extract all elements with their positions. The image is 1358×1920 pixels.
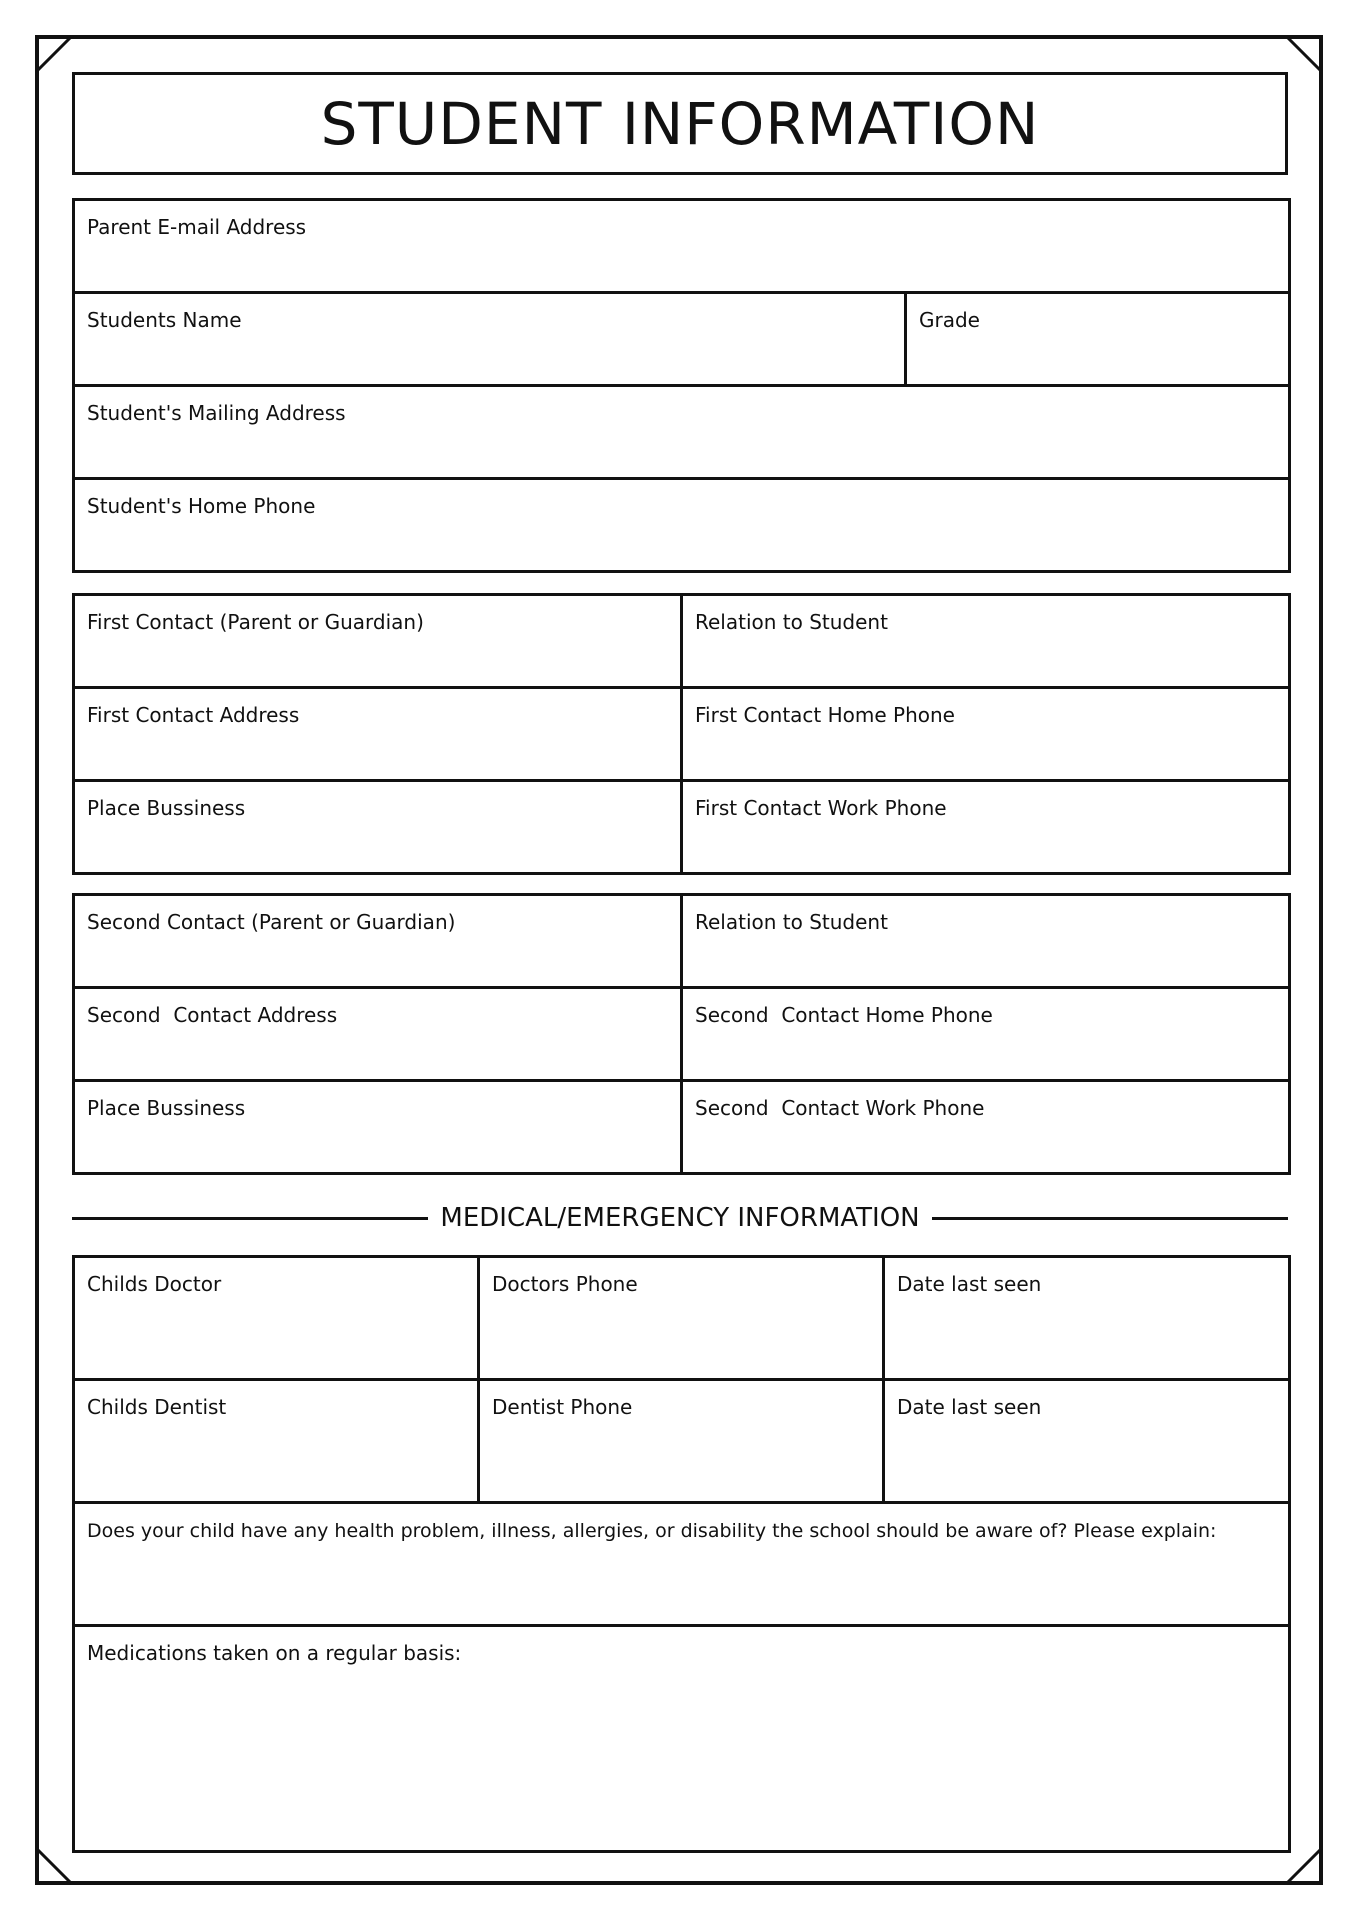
title-box xyxy=(72,72,1288,175)
second-contact-relation-label: Relation to Student xyxy=(695,910,888,934)
medications-field[interactable] xyxy=(74,1626,1290,1852)
corner-ornament-top-left xyxy=(35,35,75,75)
second-contact-home-phone-label: Second Contact Home Phone xyxy=(695,1003,993,1027)
health-problems-field[interactable] xyxy=(74,1503,1290,1626)
second-contact-work-phone-label: Second Contact Work Phone xyxy=(695,1096,985,1120)
doctors-phone-label: Doctors Phone xyxy=(492,1272,638,1296)
home-phone-field[interactable] xyxy=(74,479,1290,572)
parent-email-field[interactable] xyxy=(74,200,1290,293)
medical-heading-text: MEDICAL/EMERGENCY INFORMATION xyxy=(440,1203,920,1233)
first-contact-table xyxy=(72,593,1291,875)
first-contact-home-phone-label: First Contact Home Phone xyxy=(695,703,955,727)
mailing-address-label: Student's Mailing Address xyxy=(87,401,346,425)
second-contact-name-label: Second Contact (Parent or Guardian) xyxy=(87,910,456,934)
student-info-table xyxy=(72,198,1291,573)
doctor-date-last-seen-field[interactable] xyxy=(884,1257,1290,1380)
first-contact-name-field[interactable] xyxy=(74,595,682,688)
second-contact-business-label: Place Bussiness xyxy=(87,1096,246,1120)
dentist-date-last-seen-field[interactable] xyxy=(884,1380,1290,1503)
grade-label: Grade xyxy=(919,308,980,332)
heading-rule-right xyxy=(932,1217,1288,1220)
second-contact-address-label: Second Contact Address xyxy=(87,1003,338,1027)
student-name-label: Students Name xyxy=(87,308,242,332)
corner-ornament-bottom-left xyxy=(35,1845,75,1885)
parent-email-label: Parent E-mail Address xyxy=(87,215,307,239)
doctors-phone-field[interactable] xyxy=(479,1257,884,1380)
dentist-date-last-seen-label: Date last seen xyxy=(897,1395,1042,1419)
health-problems-label: Does your child have any health problem, illness, allergies, or disability the school should be aware of? Please explain: xyxy=(87,1520,1217,1542)
second-contact-work-phone-field[interactable] xyxy=(682,1081,1290,1174)
medications-label: Medications taken on a regular basis: xyxy=(87,1641,462,1665)
first-contact-work-phone-field[interactable] xyxy=(682,781,1290,874)
first-contact-relation-field[interactable] xyxy=(682,595,1290,688)
first-contact-work-phone-label: First Contact Work Phone xyxy=(695,796,947,820)
second-contact-address-field[interactable] xyxy=(74,988,682,1081)
second-contact-home-phone-field[interactable] xyxy=(682,988,1290,1081)
medical-table xyxy=(72,1255,1291,1853)
dentist-phone-field[interactable] xyxy=(479,1380,884,1503)
first-contact-address-label: First Contact Address xyxy=(87,703,300,727)
first-contact-business-field[interactable] xyxy=(74,781,682,874)
page-title: STUDENT INFORMATION xyxy=(320,89,1040,158)
first-contact-relation-label: Relation to Student xyxy=(695,610,888,634)
home-phone-label: Student's Home Phone xyxy=(87,494,316,518)
second-contact-relation-field[interactable] xyxy=(682,895,1290,988)
corner-ornament-top-right xyxy=(1283,35,1323,75)
heading-rule-left xyxy=(72,1217,428,1220)
dentist-phone-label: Dentist Phone xyxy=(492,1395,633,1419)
second-contact-name-field[interactable] xyxy=(74,895,682,988)
childs-doctor-field[interactable] xyxy=(74,1257,479,1380)
first-contact-home-phone-field[interactable] xyxy=(682,688,1290,781)
childs-dentist-field[interactable] xyxy=(74,1380,479,1503)
medical-section-heading xyxy=(72,1200,1288,1236)
mailing-address-field[interactable] xyxy=(74,386,1290,479)
student-name-field[interactable] xyxy=(74,293,906,386)
first-contact-name-label: First Contact (Parent or Guardian) xyxy=(87,610,424,634)
childs-dentist-label: Childs Dentist xyxy=(87,1395,227,1419)
second-contact-table xyxy=(72,893,1291,1175)
grade-field[interactable] xyxy=(906,293,1290,386)
first-contact-address-field[interactable] xyxy=(74,688,682,781)
childs-doctor-label: Childs Doctor xyxy=(87,1272,222,1296)
second-contact-business-field[interactable] xyxy=(74,1081,682,1174)
first-contact-business-label: Place Bussiness xyxy=(87,796,246,820)
doctor-date-last-seen-label: Date last seen xyxy=(897,1272,1042,1296)
